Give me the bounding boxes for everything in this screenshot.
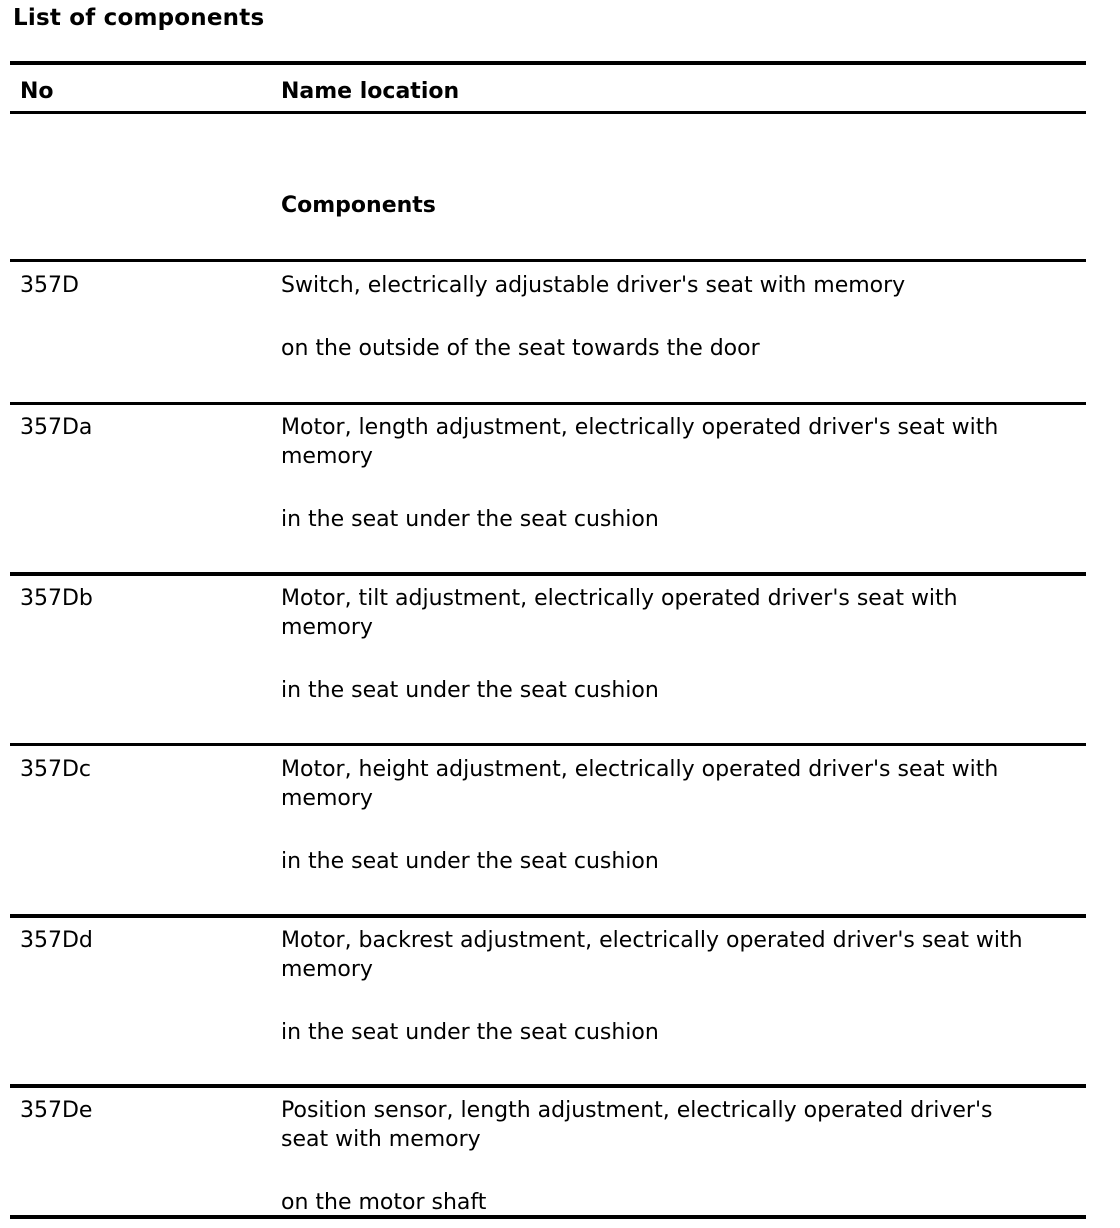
header-bottom-rule xyxy=(10,111,1086,114)
row-rule xyxy=(10,1084,1086,1088)
row-number: 357De xyxy=(20,1098,93,1123)
row-name-line: Position sensor, length adjustment, electrically operated driver's xyxy=(281,1098,993,1123)
row-rule xyxy=(10,402,1086,405)
row-name-line: Switch, electrically adjustable driver's seat with memory xyxy=(281,273,906,298)
row-location: on the outside of the seat towards the door xyxy=(281,336,760,361)
row-name-line: seat with memory xyxy=(281,1127,481,1152)
row-name-line: Motor, backrest adjustment, electrically operated driver's seat with xyxy=(281,928,1023,953)
row-name-line: memory xyxy=(281,444,373,469)
row-rule xyxy=(10,572,1086,576)
row-name-line: Motor, length adjustment, electrically operated driver's seat with xyxy=(281,415,999,440)
row-number: 357Db xyxy=(20,586,93,611)
row-name-line: memory xyxy=(281,957,373,982)
row-rule xyxy=(10,743,1086,746)
row-number: 357Dc xyxy=(20,757,92,782)
row-location: in the seat under the seat cushion xyxy=(281,507,659,532)
row-rule xyxy=(10,259,1086,262)
row-number: 357D xyxy=(20,273,79,298)
section-heading: Components xyxy=(281,193,436,218)
header-no: No xyxy=(20,79,54,104)
row-rule xyxy=(10,914,1086,918)
table-bottom-rule xyxy=(10,1215,1086,1219)
row-number: 357Da xyxy=(20,415,93,440)
page-title: List of components xyxy=(13,5,265,31)
row-name-line: Motor, tilt adjustment, electrically operated driver's seat with xyxy=(281,586,958,611)
row-location: on the motor shaft xyxy=(281,1190,487,1215)
row-location: in the seat under the seat cushion xyxy=(281,678,659,703)
row-location: in the seat under the seat cushion xyxy=(281,849,659,874)
row-name-line: memory xyxy=(281,786,373,811)
header-name-location: Name location xyxy=(281,79,460,104)
row-name-line: memory xyxy=(281,615,373,640)
row-number: 357Dd xyxy=(20,928,93,953)
row-name-line: Motor, height adjustment, electrically operated driver's seat with xyxy=(281,757,999,782)
row-location: in the seat under the seat cushion xyxy=(281,1020,659,1045)
table-top-rule xyxy=(10,61,1086,65)
